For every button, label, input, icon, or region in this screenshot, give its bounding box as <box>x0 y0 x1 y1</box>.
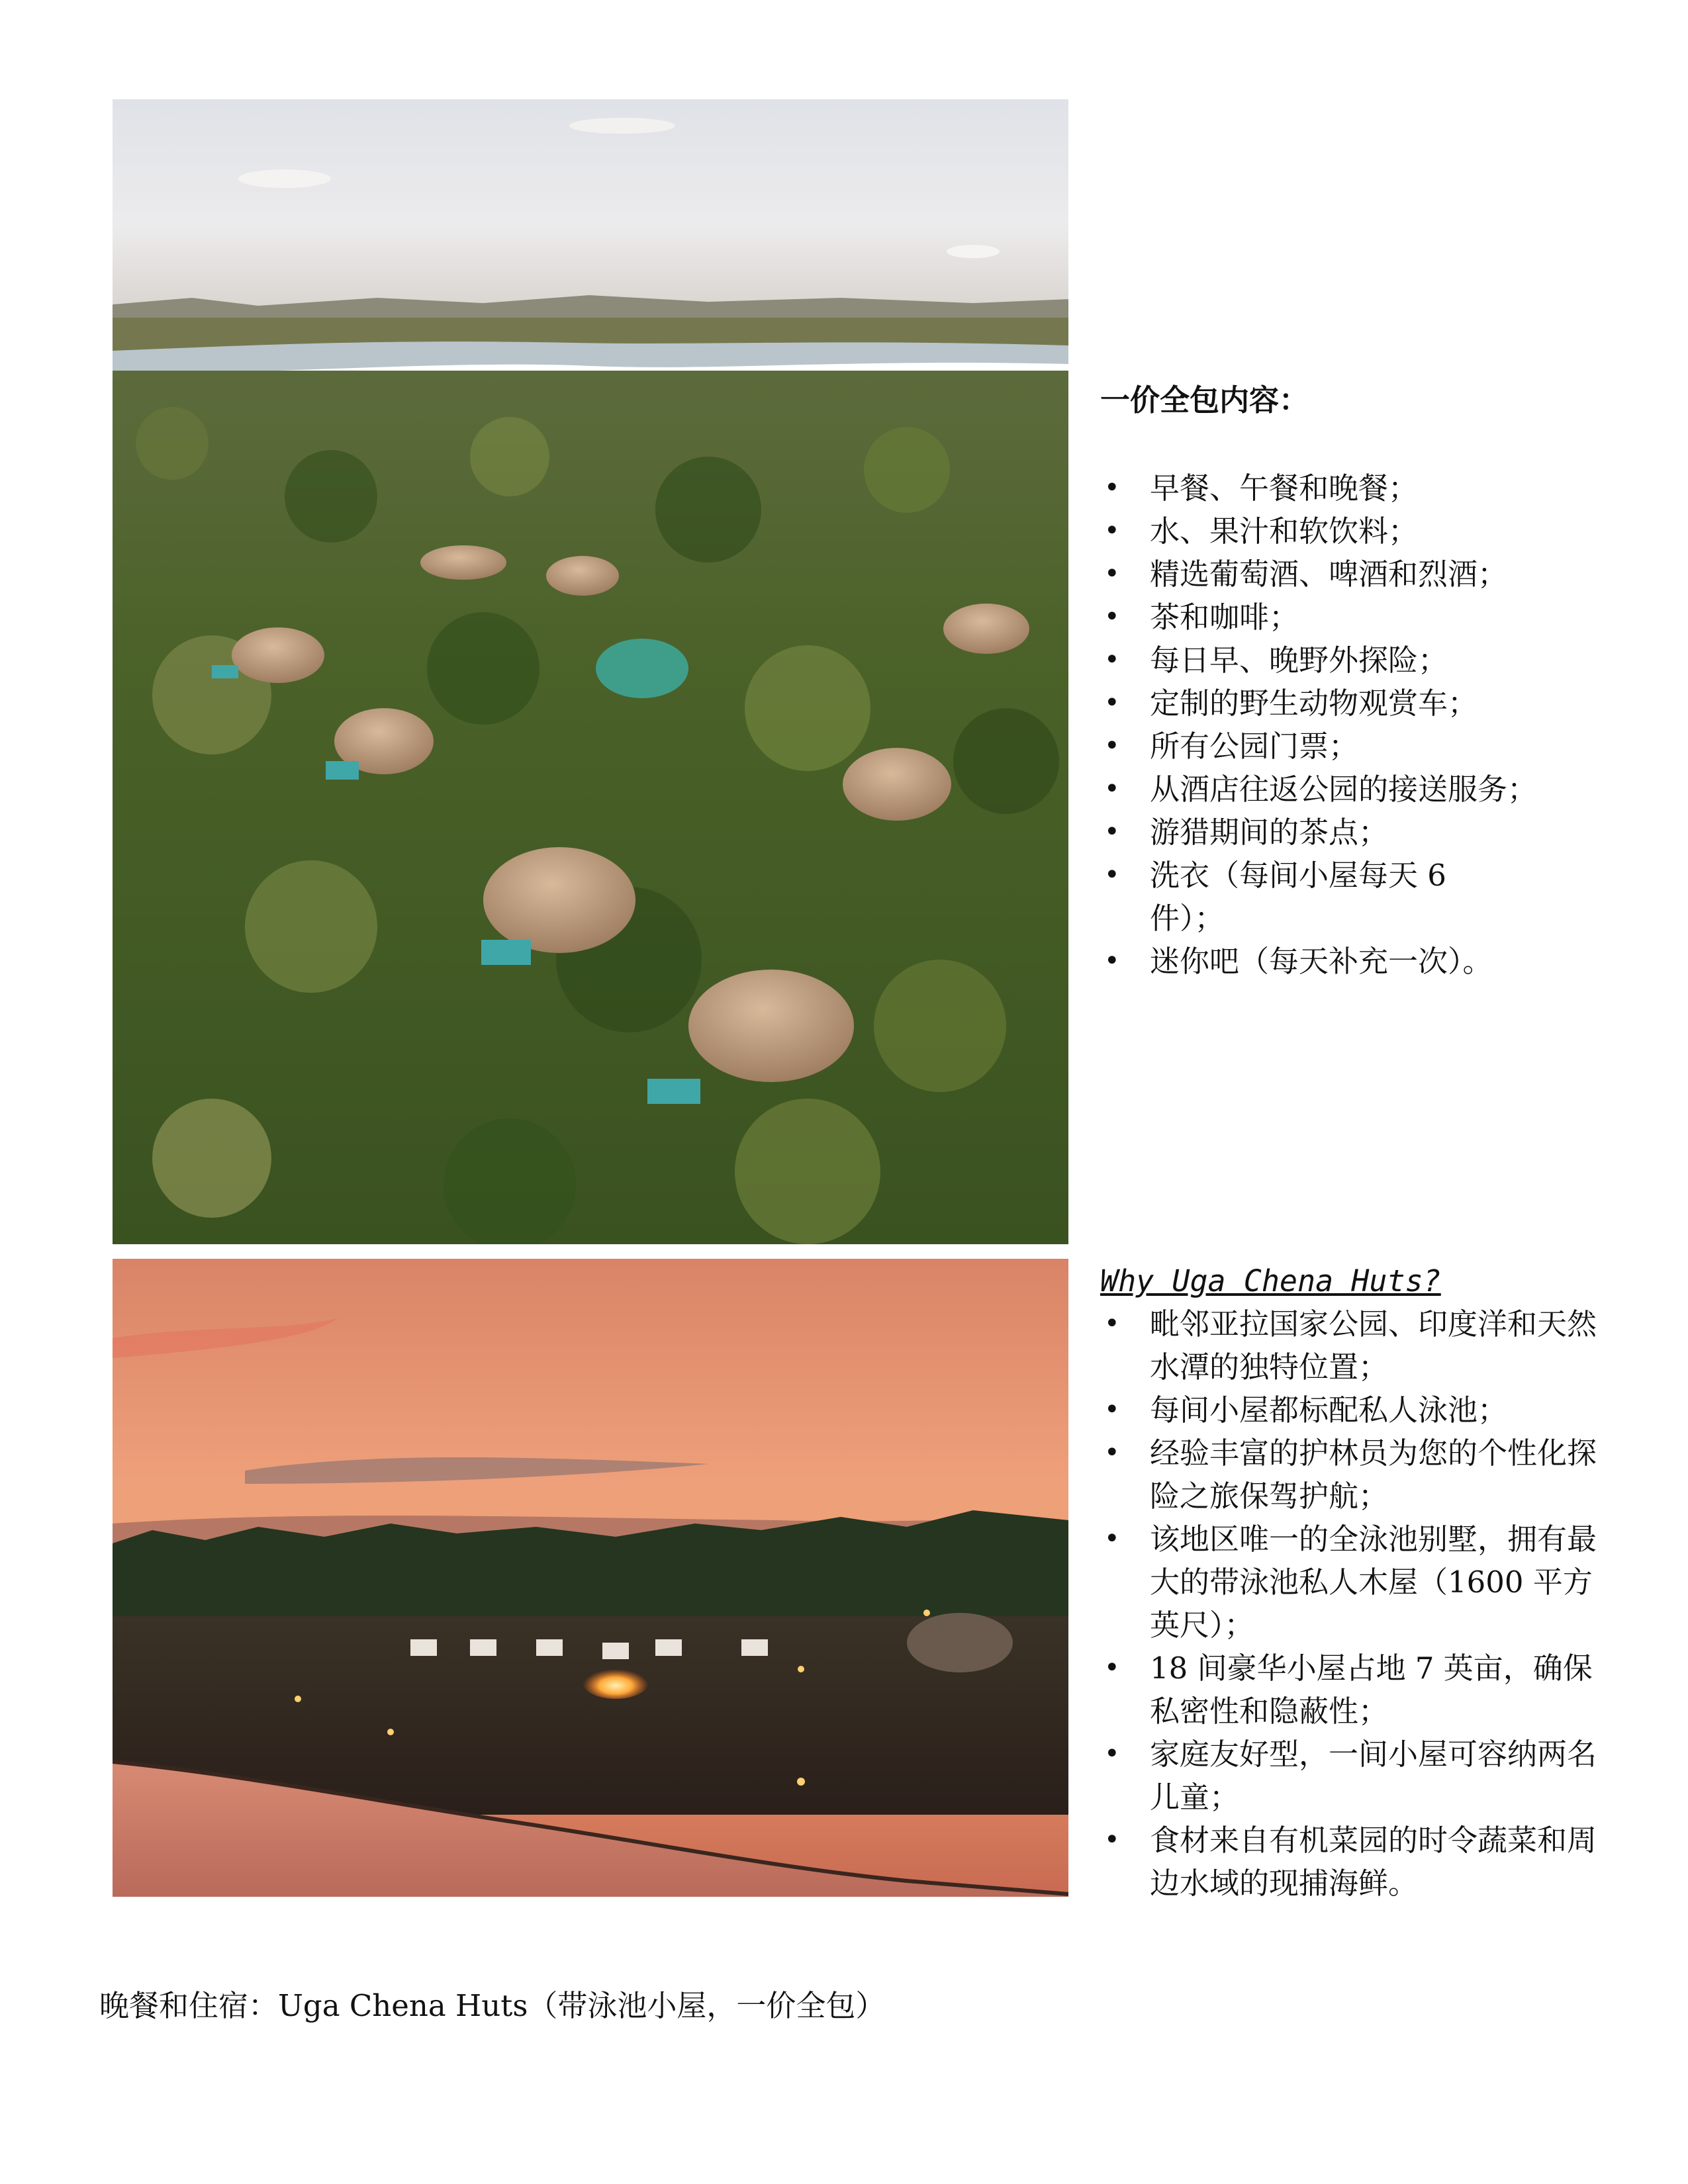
inclusions-list <box>1100 467 1603 983</box>
why-list <box>1100 1302 1603 1905</box>
list-item: • 18 间豪华小屋占地 7 英亩，确保私密性和隐蔽性； <box>1100 1647 1603 1733</box>
list-item: • 从酒店往返公园的接送服务； <box>1100 768 1603 811</box>
list-item: • 食材来自有机菜园的时令蔬菜和周边水域的现捕海鲜。 <box>1100 1819 1603 1905</box>
list-item: • 经验丰富的护林员为您的个性化探险之旅保驾护航； <box>1100 1432 1603 1518</box>
list-item: • 该地区唯一的全泳池别墅，拥有最大的带泳池私人木屋（1600 平方英尺）； <box>1100 1518 1603 1647</box>
inclusions-heading: 一价全包内容： <box>1100 383 1309 418</box>
aerial-jungle-huts-photo <box>113 99 1068 1244</box>
list-item: • 水、果汁和软饮料； <box>1100 510 1603 553</box>
list-item: • 早餐、午餐和晚餐； <box>1100 467 1603 510</box>
list-item: • 毗邻亚拉国家公园、印度洋和天然水潭的独特位置； <box>1100 1302 1603 1388</box>
list-item: • 所有公园门票； <box>1100 725 1603 768</box>
list-item: • 洗衣（每间小屋每天 6 件）； <box>1100 854 1521 940</box>
dinner-accommodation-line: 晚餐和住宿：Uga Chena Huts（带泳池小屋，一价全包） <box>99 1988 886 2023</box>
list-item: • 每日早、晚野外探险； <box>1100 639 1603 682</box>
list-item: • 迷你吧（每天补充一次）。 <box>1100 940 1603 983</box>
inclusions-section <box>1100 379 1603 983</box>
list-item: • 家庭友好型，一间小屋可容纳两名儿童； <box>1100 1733 1603 1819</box>
why-heading: Why Uga Chena Huts? <box>1100 1263 1441 1298</box>
list-item: • 定制的野生动物观赏车； <box>1100 682 1603 725</box>
why-section <box>1100 1259 1603 1905</box>
list-item: • 每间小屋都标配私人泳池； <box>1100 1388 1603 1432</box>
list-item: • 精选葡萄酒、啤酒和烈酒； <box>1100 553 1603 596</box>
sunset-campfire-photo <box>113 1259 1068 1897</box>
list-item: • 茶和咖啡； <box>1100 596 1603 639</box>
list-item: • 游猎期间的茶点； <box>1100 811 1603 854</box>
